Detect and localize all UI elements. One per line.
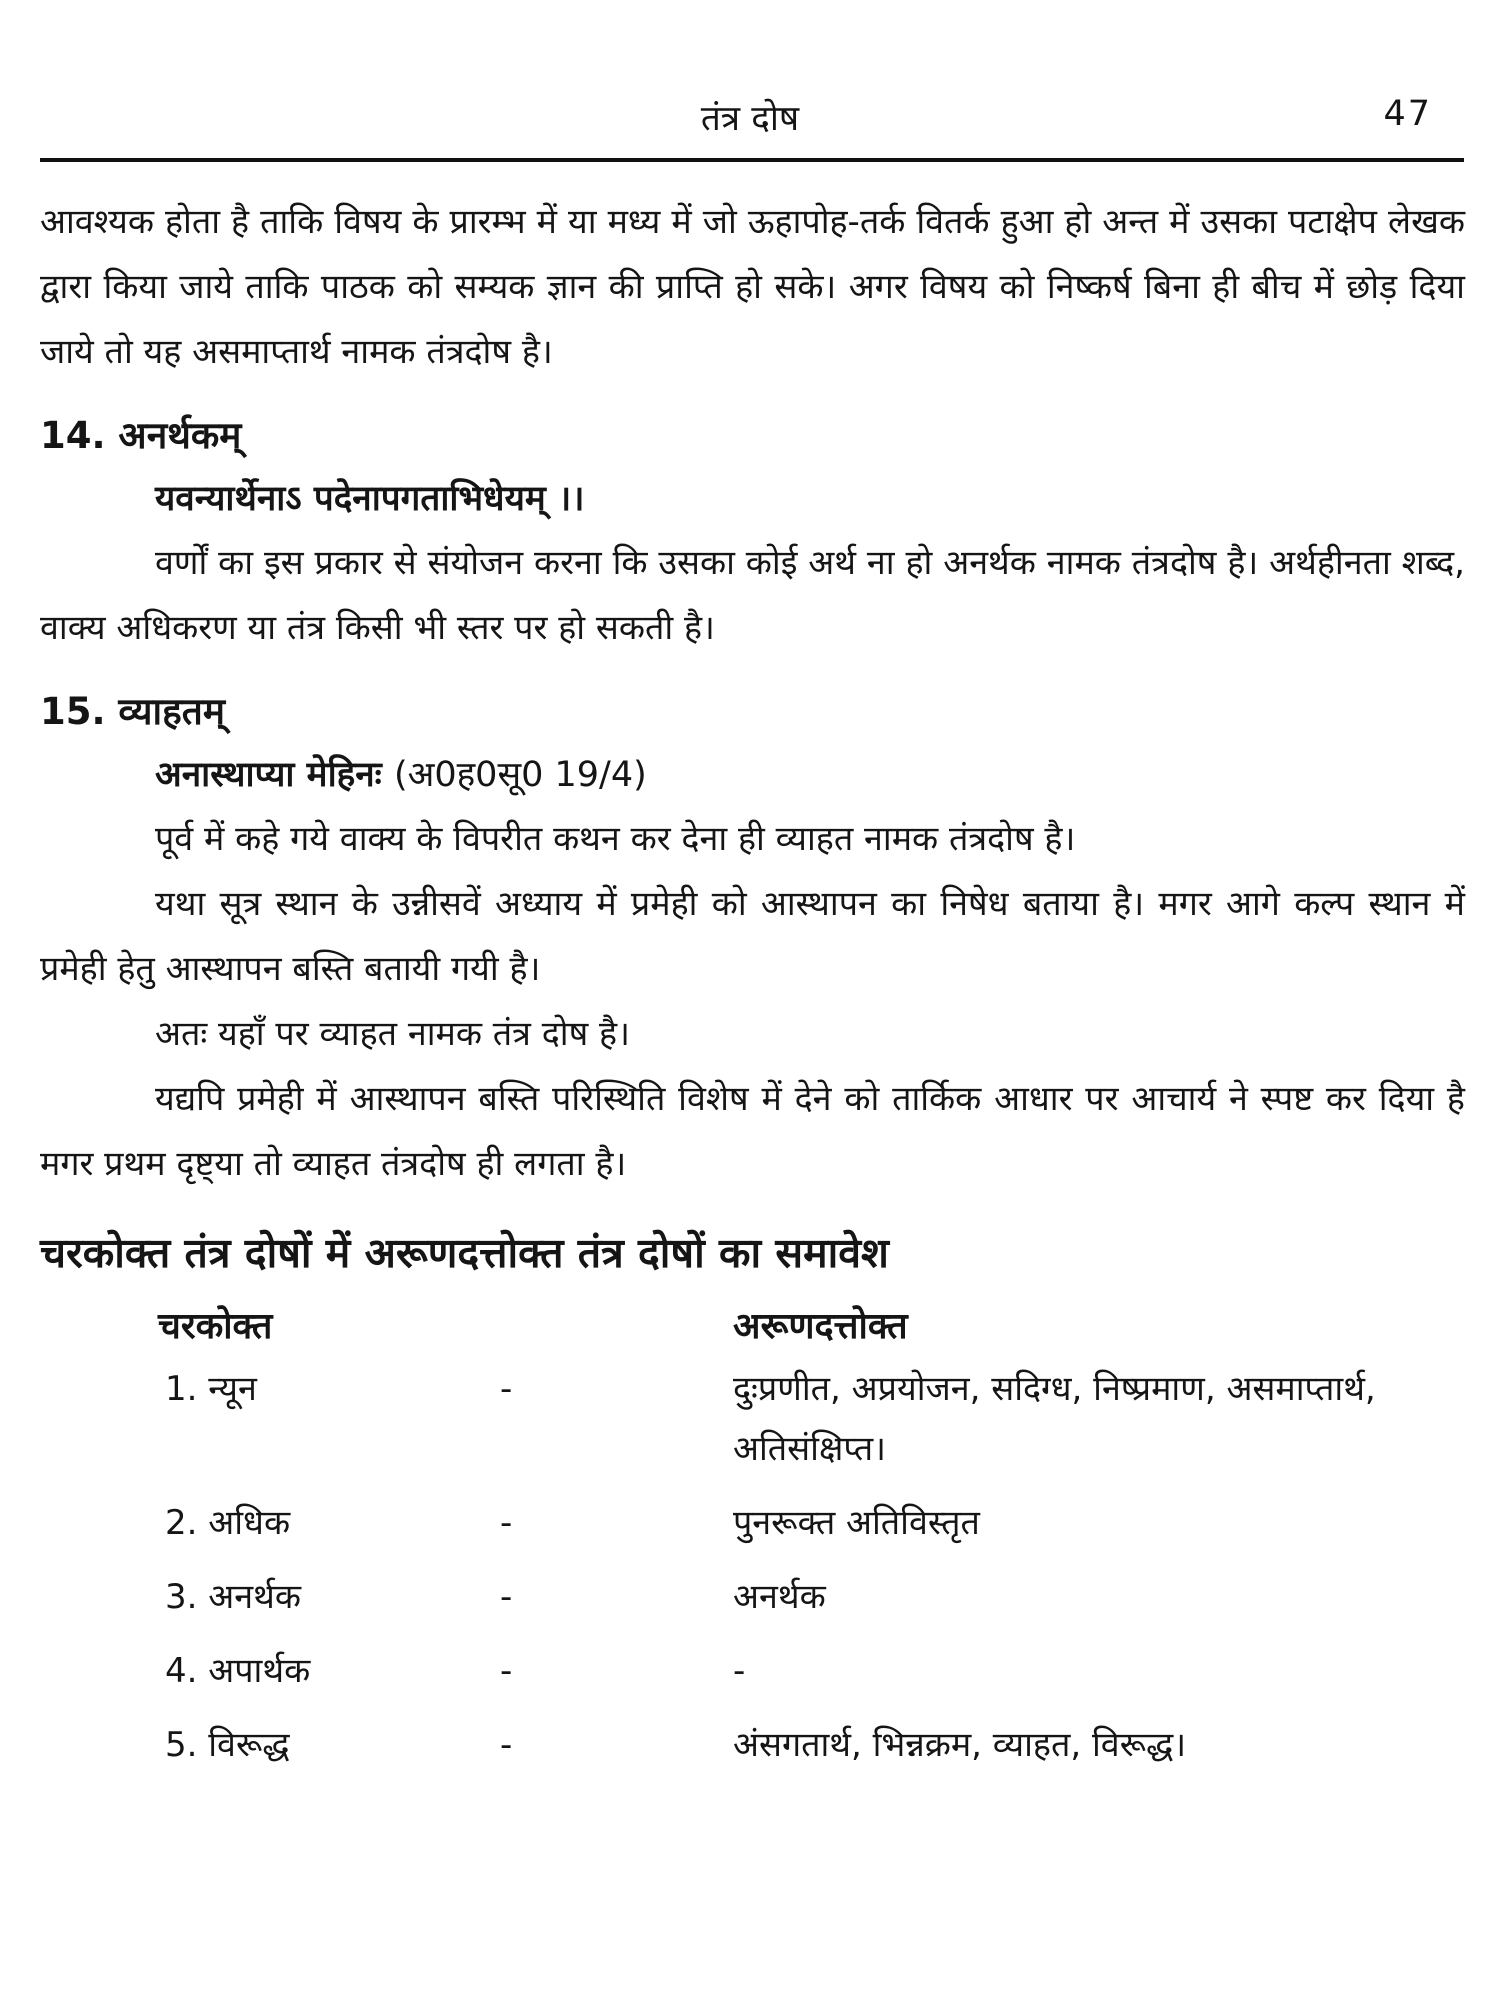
row-left-cell: 1. न्यून (165, 1369, 257, 1409)
table-row (40, 1715, 1465, 1775)
row-dash: - (500, 1503, 513, 1543)
table-row (40, 1641, 1465, 1701)
running-title: तंत्र दोष (700, 99, 800, 139)
table-row (40, 1567, 1465, 1627)
row-left-cell: 5. विरूद्ध (165, 1725, 290, 1765)
section-14-verse: यवन्यार्थेनाऽ पदेनापगताभिधेयम् ।। (155, 479, 585, 519)
header-rule (40, 158, 1464, 162)
section-15-paragraph-2: यथा सूत्र स्थान के उन्नीसवें अध्याय में प्रमेही को आस्थापन का निषेध बताया है। मगर आगे कल्प स्थान में प्रमेही हेतु आस्थापन बस्ति बतायी गयी है। (40, 884, 1465, 989)
row-left-cell: 3. अनर्थक (165, 1577, 301, 1617)
section-14-heading: 14. अनर्थकम् (40, 414, 242, 457)
section-15-paragraph-1: पूर्व में कहे गये वाक्य के विपरीत कथन कर देना ही व्याहत नामक तंत्रदोष है। (155, 819, 1076, 859)
row-left-cell: 2. अधिक (165, 1503, 291, 1543)
row-dash: - (500, 1651, 513, 1691)
row-right-cell: अनर्थक (733, 1577, 826, 1617)
column-header-charakokta: चरकोक्त (158, 1306, 273, 1347)
intro-paragraph: आवश्यक होता है ताकि विषय के प्रारम्भ में या मध्य में जो ऊहापोह-तर्क वितर्क हुआ हो अन्त में उसका पटाक्षेप लेखक द्वारा किया जाये ताकि पाठक को सम्यक ज्ञान की प्राप्ति हो सके। अगर विषय को निष्कर्ष बिना ही बीच में छोड़ दिया जाये तो यह असमाप्तार्थ नामक तंत्रदोष है। (40, 202, 1465, 372)
comparison-table-header (40, 1295, 1465, 1359)
row-dash: - (500, 1725, 513, 1765)
table-row (40, 1493, 1465, 1553)
section-15-heading: 15. व्याहतम् (40, 690, 225, 733)
page-number: 47 (1383, 94, 1432, 134)
row-left-cell: 4. अपार्थक (165, 1651, 311, 1691)
page-header (40, 88, 1460, 152)
section-14-paragraph: वर्णों का इस प्रकार से संयोजन करना कि उसका कोई अर्थ ना हो अनर्थक नामक तंत्रदोष है। अर्थहीनता शब्द, वाक्य अधिकरण या तंत्र किसी भी स्तर पर हो सकती है। (40, 543, 1465, 648)
table-row (40, 1359, 1465, 1479)
page-body (40, 190, 1465, 1789)
column-header-arunadattokta: अरूणदत्तोक्त (733, 1306, 908, 1347)
section-15-verse (40, 743, 1465, 807)
row-right-cell: पुनरूक्त अतिविस्तृत (733, 1503, 980, 1543)
row-right-cell: अंसगतार्थ, भिन्नक्रम, व्याहत, विरूद्ध। (733, 1725, 1187, 1765)
row-right-cell: - (733, 1651, 746, 1691)
section-15-paragraph-4: यद्यपि प्रमेही में आस्थापन बस्ति परिस्थिति विशेष में देने को तार्किक आधार पर आचार्य ने स्पष्ट कर दिया है मगर प्रथम दृष्ट्या तो व्याहत तंत्रदोष ही लगता है। (40, 1079, 1465, 1184)
row-dash: - (500, 1369, 513, 1409)
row-dash: - (500, 1577, 513, 1617)
row-right-cell: दुःप्रणीत, अप्रयोजन, सदिग्ध, निष्प्रमाण, असमाप्तार्थ, अतिसंक्षिप्त। (733, 1369, 1376, 1469)
section-15-verse-text: अनास्थाप्या मेहिनः (155, 755, 382, 795)
comparison-heading: चरकोक्त तंत्र दोषों में अरूणदत्तोक्त तंत्र दोषों का समावेश (40, 1229, 889, 1277)
section-15-paragraph-3: अतः यहाँ पर व्याहत नामक तंत्र दोष है। (155, 1014, 630, 1054)
section-15-verse-reference: (अ0ह0सू0 19/4) (393, 755, 647, 795)
comparison-table (40, 1295, 1465, 1775)
